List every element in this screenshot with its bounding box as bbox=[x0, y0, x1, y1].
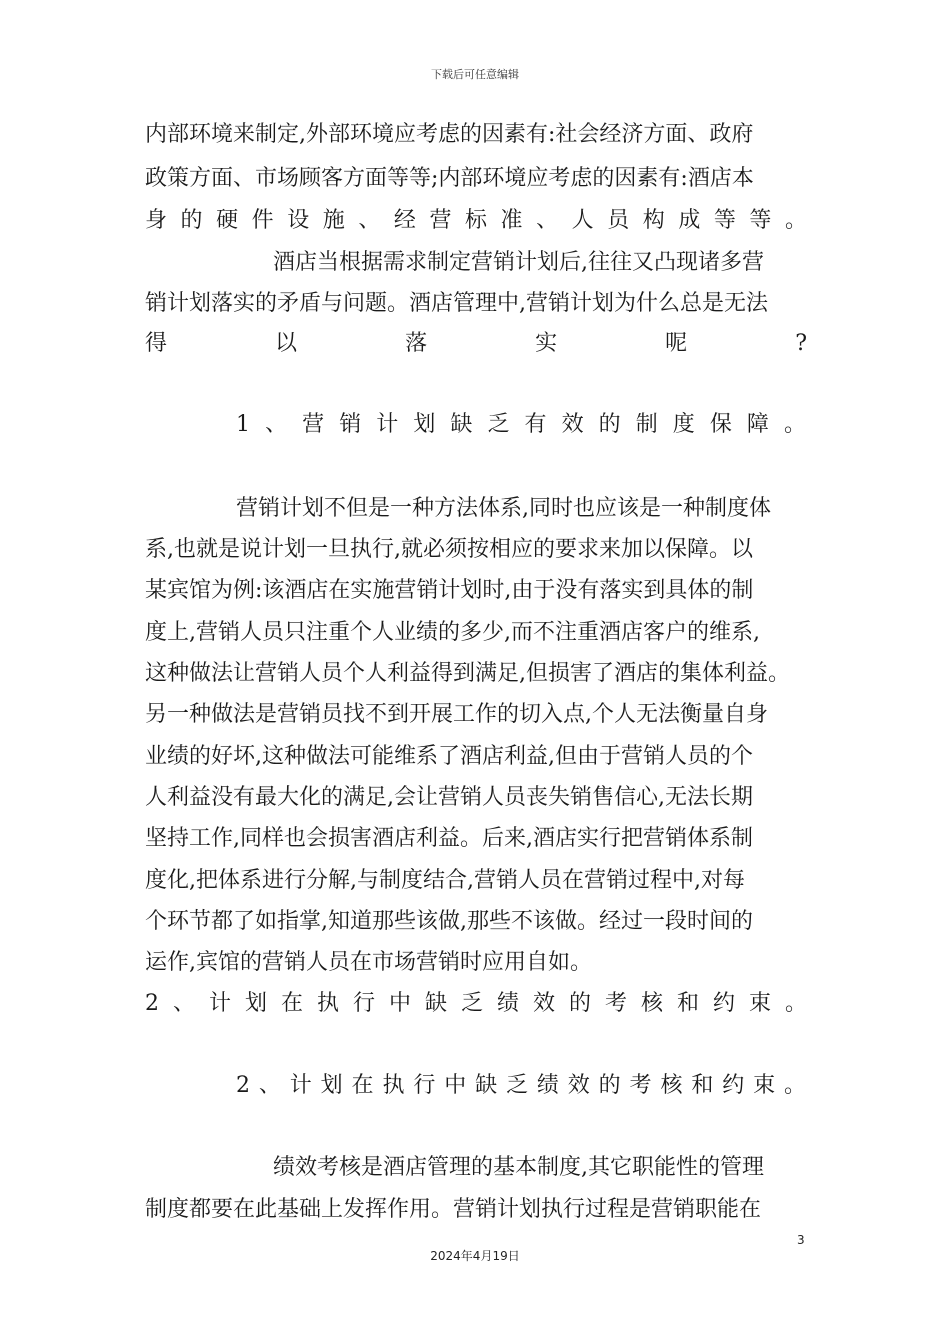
paragraph-line: 营销计划不但是一种方法体系,同时也应该是一种制度体 bbox=[236, 496, 771, 521]
paragraph-line: 这种做法让营销人员个人利益得到满足,但损害了酒店的集体利益。 bbox=[145, 661, 790, 686]
paragraph-line: 度上,营销人员只注重个人业绩的多少,而不注重酒店客户的维系, bbox=[145, 620, 760, 645]
page-header: 下载后可任意编辑 bbox=[431, 68, 519, 81]
paragraph-line: 酒店当根据需求制定营销计划后,往往又凸现诸多营 bbox=[273, 250, 764, 275]
paragraph-line: 某宾馆为例:该酒店在实施营销计划时,由于没有落实到具体的制 bbox=[145, 578, 754, 603]
paragraph-line: 人利益没有最大化的满足,会让营销人员丧失销售信心,无法长期 bbox=[145, 785, 753, 810]
paragraph-line: 系,也就是说计划一旦执行,就必须按相应的要求来加以保障。以 bbox=[145, 537, 753, 562]
paragraph-line: 个环节都了如指掌,知道那些该做,那些不该做。经过一段时间的 bbox=[145, 909, 753, 934]
paragraph-line: 度化,把体系进行分解,与制度结合,营销人员在营销过程中,对每 bbox=[145, 868, 745, 893]
paragraph-line: 销计划落实的矛盾与问题。酒店管理中,营销计划为什么总是无法 bbox=[145, 291, 768, 316]
paragraph-line: 运作,宾馆的营销人员在市场营销时应用自如。 bbox=[145, 950, 592, 975]
page-number: 3 bbox=[797, 1233, 805, 1247]
section-heading: 2、计划在执行中缺乏绩效的考核和约束。 bbox=[236, 1073, 806, 1098]
paragraph-line: 得以落实呢? bbox=[145, 331, 807, 356]
paragraph-line: 制度都要在此基础上发挥作用。营销计划执行过程是营销职能在 bbox=[145, 1197, 762, 1222]
paragraph-line: 另一种做法是营销员找不到开展工作的切入点,个人无法衡量自身 bbox=[145, 702, 768, 727]
paragraph-line: 身的硬件设施、经营标准、人员构成等等。 bbox=[145, 208, 807, 233]
paragraph-line: 政策方面、市场顾客方面等等;内部环境应考虑的因素有:酒店本 bbox=[145, 166, 754, 191]
paragraph-line: 2、计划在执行中缺乏绩效的考核和约束。 bbox=[145, 991, 807, 1016]
page-footer-date: 2024年4月19日 bbox=[430, 1249, 520, 1263]
paragraph-line: 业绩的好坏,这种做法可能维系了酒店利益,但由于营销人员的个 bbox=[145, 744, 753, 769]
paragraph-line: 内部环境来制定,外部环境应考虑的因素有:社会经济方面、政府 bbox=[145, 122, 754, 147]
paragraph-line: 绩效考核是酒店管理的基本制度,其它职能性的管理 bbox=[273, 1155, 764, 1180]
paragraph-line: 坚持工作,同样也会损害酒店利益。后来,酒店实行把营销体系制 bbox=[145, 826, 753, 851]
section-heading: 1、营销计划缺乏有效的制度保障。 bbox=[236, 412, 806, 437]
